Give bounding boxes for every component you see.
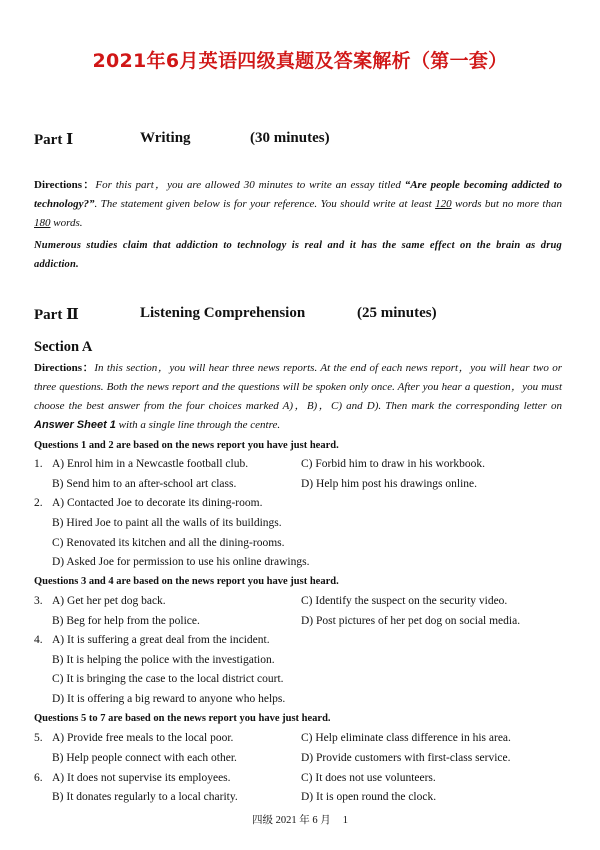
question-number: 2. (34, 497, 43, 509)
section-a-heading: Section A (34, 339, 93, 355)
listening-directions (34, 359, 562, 435)
option-c: C) Help eliminate class difference in his area. (301, 732, 511, 744)
part-1-name: Writing (140, 130, 191, 146)
directions-label: Directions： (34, 362, 95, 374)
directions-text: . The statement given below is for your reference. You should write at least (94, 198, 436, 210)
part-2-heading (34, 305, 574, 325)
question-group-heading: Questions 1 and 2 are based on the news report you have just heard. (34, 440, 339, 451)
option-a: A) It does not supervise its employees. (52, 772, 231, 784)
part-1-time: (30 minutes) (250, 130, 330, 146)
max-words: 180 (34, 217, 51, 229)
essay-title: “Are people becoming addicted to technology?” (34, 179, 562, 210)
question-number: 1. (34, 458, 43, 470)
part-1-heading (34, 130, 574, 150)
answer-sheet-label: Answer Sheet 1 (34, 419, 116, 431)
option-a: A) Provide free meals to the local poor. (52, 732, 234, 744)
option-d: D) Help him post his drawings online. (301, 478, 477, 490)
page-footer (0, 812, 600, 827)
option-d: D) It is offering a big reward to anyone who helps. (52, 693, 286, 705)
part-2-time: (25 minutes) (357, 305, 437, 321)
option-b: B) Hired Joe to paint all the walls of its buildings. (52, 517, 282, 529)
directions-text: words. (50, 217, 83, 229)
footer-label: 四级 2021 年 6 月 (252, 815, 331, 826)
option-d: D) Asked Joe for permission to use his online drawings. (52, 556, 310, 568)
option-d: D) Post pictures of her pet dog on social media. (301, 615, 521, 627)
option-a: A) Enrol him in a Newcastle football club. (52, 458, 249, 470)
question-number: 4. (34, 634, 43, 646)
option-c: C) Forbid him to draw in his workbook. (301, 458, 485, 470)
option-d: D) Provide customers with first-class service. (301, 752, 511, 764)
directions-text: For this part，you are allowed 30 minutes to write an essay titled (95, 179, 405, 191)
page-number: 1 (342, 815, 348, 826)
option-a: A) Contacted Joe to decorate its dining-room. (52, 497, 263, 509)
directions-label: Directions： (34, 179, 96, 191)
option-b: B) It donates regularly to a local charity. (52, 791, 238, 803)
option-c: C) It does not use volunteers. (301, 772, 436, 784)
page-title: 2021年6月英语四级真题及答案解析（第一套） (92, 50, 508, 72)
directions-text: words but no more than (451, 198, 562, 210)
directions-text: In this section，you will hear three news reports. At the end of each news report，you will hear two or three questions. Both the news report and the questions will be spoken only once. After you hear a question，you must choose the best answer from the four choices marked A)，B)，C) and D). Then mark the corresponding letter on (34, 362, 562, 412)
option-a: A) Get her pet dog back. (52, 595, 166, 607)
option-c: C) It is bringing the case to the local district court. (52, 673, 284, 685)
part-1-label: Part Ⅰ (34, 132, 74, 148)
question-number: 6. (34, 772, 43, 784)
essay-statement: Numerous studies claim that addiction to technology is real and it has the same effect on the brain as drug addiction. (34, 240, 562, 270)
option-b: B) Beg for help from the police. (52, 615, 200, 627)
option-b: B) Help people connect with each other. (52, 752, 237, 764)
option-b: B) Send him to an after-school art class. (52, 478, 237, 490)
option-a: A) It is suffering a great deal from the incident. (52, 634, 270, 646)
option-c: C) Renovated its kitchen and all the dining-rooms. (52, 537, 285, 549)
question-group-heading: Questions 5 to 7 are based on the news report you have just heard. (34, 713, 331, 724)
option-c: C) Identify the suspect on the security video. (301, 595, 508, 607)
question-number: 5. (34, 732, 43, 744)
part-2-label: Part Ⅱ (34, 307, 79, 323)
option-b: B) It is helping the police with the investigation. (52, 654, 275, 666)
directions-text: with a single line through the centre. (115, 419, 281, 431)
option-d: D) It is open round the clock. (301, 791, 437, 803)
writing-directions (34, 176, 562, 233)
part-2-name: Listening Comprehension (140, 305, 306, 321)
question-group-heading: Questions 3 and 4 are based on the news report you have just heard. (34, 576, 339, 587)
min-words: 120 (435, 198, 452, 210)
question-number: 3. (34, 595, 43, 607)
